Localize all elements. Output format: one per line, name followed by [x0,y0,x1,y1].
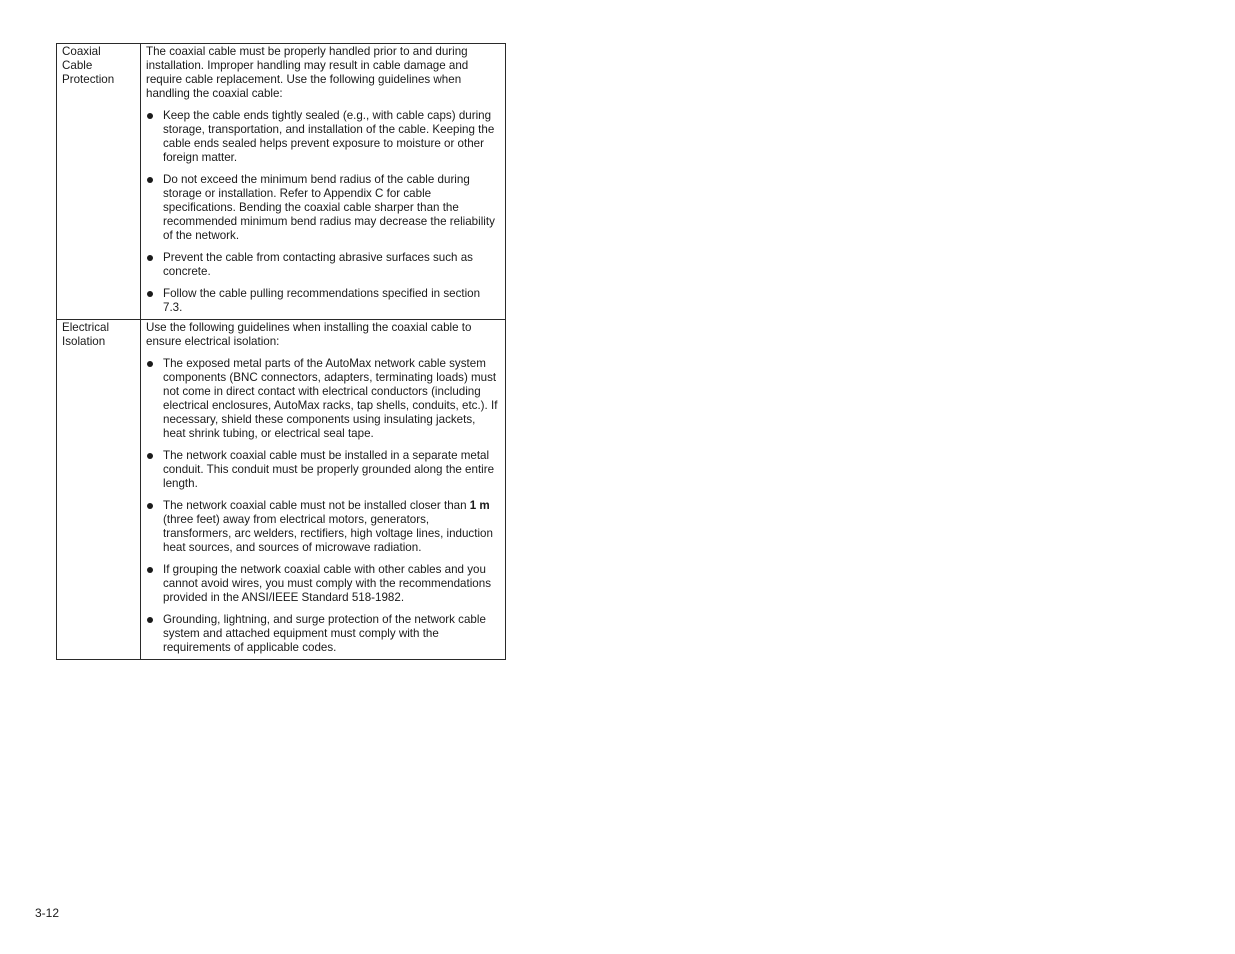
list-item [146,613,498,655]
list-item-text: Follow the cable pulling recommendations specified in section 7.3. [163,287,481,314]
bullet-icon [147,503,153,509]
list-item [146,173,498,243]
bullet-icon [147,177,153,183]
bullet-list [146,357,498,655]
list-item-text: Do not exceed the minimum bend radius of the cable during storage or installation. Refer to Appendix C for cable specifications. Bending the coaxial cable sharper than the recommended minimum bend radius may decrease the reliability of the network. [163,173,495,242]
list-item [146,251,498,279]
topic-label: Protection [62,73,115,86]
topic-cell [57,320,141,660]
list-item [146,563,498,605]
list-item-text: The exposed metal parts of the AutoMax network cable system components (BNC connectors, adapters, terminating loads) must not come in direct contact with electrical conductors (including electrical enclosures, AutoMax racks, tap shells, conduits, etc.). If necessary, shield these components using insulating jackets, heat shrink tubing, or electrical seal tape. [163,357,498,440]
list-item [146,357,498,441]
list-item [146,109,498,165]
list-item [146,499,498,555]
table-row [57,44,506,320]
list-item [146,449,498,491]
list-item-text-after: (three feet) away from electrical motors, generators, transformers, arc welders, rectifiers, high voltage lines, induction heat sources, and sources of microwave radiation. [163,513,493,554]
topic-label: Coaxial [62,45,101,58]
guidelines-table [56,43,506,660]
bullet-icon [147,291,153,297]
bullet-list [146,109,498,315]
list-item-text: If grouping the network coaxial cable with other cables and you cannot avoid wires, you must comply with the recommendations provided in the ANSI/IEEE Standard 518-1982. [163,563,491,604]
page-number: 3-12 [35,906,60,920]
bullet-icon [147,255,153,261]
list-item-text: Grounding, lightning, and surge protection of the network cable system and attached equipment must comply with the requirements of applicable codes. [163,613,486,654]
bullet-icon [147,617,153,623]
list-item-text: The network coaxial cable must be installed in a separate metal conduit. This conduit must be properly grounded along the entire length. [163,449,495,490]
guideline-cell [141,320,506,660]
list-item-text-before: The network coaxial cable must not be installed closer than [163,499,470,512]
bullet-icon [147,567,153,573]
list-item-text: Prevent the cable from contacting abrasive surfaces such as concrete. [163,251,473,278]
guideline-cell [141,44,506,320]
topic-cell [57,44,141,320]
bullet-icon [147,113,153,119]
topic-label: Isolation [62,335,106,348]
list-item-text: Keep the cable ends tightly sealed (e.g., with cable caps) during storage, transportation, and installation of the cable. Keeping the cable ends sealed helps prevent exposure to moisture or other foreign matter. [163,109,495,164]
distance-value: 1 m [469,499,490,512]
intro-paragraph: Use the following guidelines when installing the coaxial cable to ensure electrical isolation: [146,321,472,348]
topic-label: Cable [62,59,93,72]
bullet-icon [147,361,153,367]
topic-label: Electrical [62,321,110,334]
bullet-icon [147,453,153,459]
intro-paragraph: The coaxial cable must be properly handled prior to and during installation. Improper handling may result in cable damage and require cable replacement. Use the following guidelines when handling the coaxial cable: [146,45,469,100]
table-row [57,320,506,660]
list-item [146,287,498,315]
